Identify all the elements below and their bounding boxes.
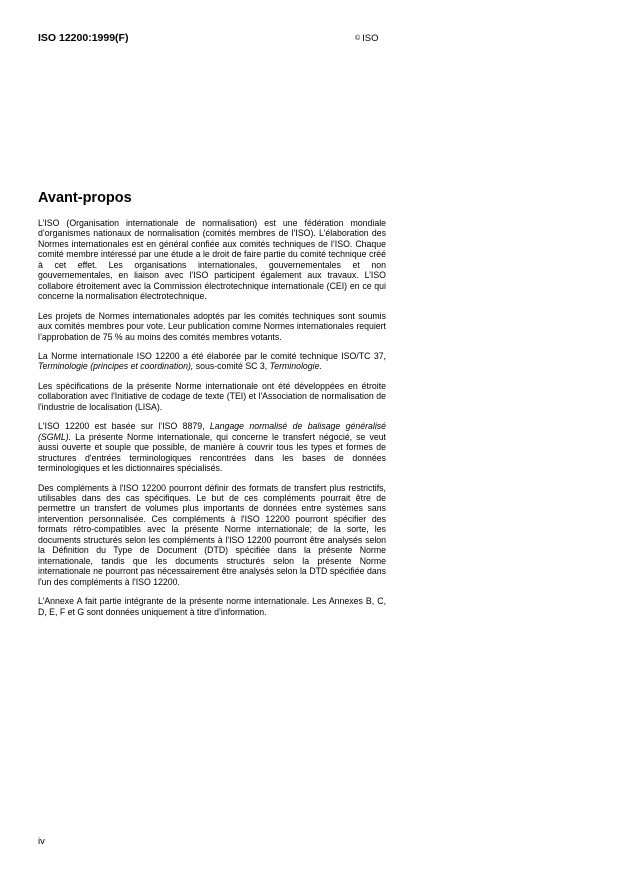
paragraph-sgml: L'ISO 12200 est basée sur l’ISO 8879, Langage normalisé de balisage généralisé (SGML). La présente Norme internationale, qui concerne le transfert négocié, se veut aussi ouverte et souple que possible, de manière à couvrir tous les types et formes de structures d'entrées terminologiques rencontrées dans les bases de données terminologiques et les dictionnaires spécialisés.	[38, 421, 387, 474]
paragraph-annexes: L’Annexe A fait partie intégrante de la présente norme internationale. Les Annexes B, C, D, E, F et G sont données uniquement à titre d’information.	[38, 596, 386, 617]
paragraph-iso-intro: L’ISO (Organisation internationale de normalisation) est une fédération mondiale d’organismes nationaux de normalisation (comités membres de l’ISO). L’élaboration des Normes internationales est en général confiée aux comités techniques de l’ISO. Chaque comité membre intéressé par une étude a le droit de faire partie du comité technique créé à cet effet. Les organisations internationales, gouvernementales et non gouvernementales, en liaison avec l’ISO participent également aux travaux. L’ISO collabore étroitement avec la Commission électrotechnique internationale (CEI) en ce qui concerne la normalisation électrotechnique.	[38, 218, 386, 302]
paragraph-complements: Des compléments à l'ISO 12200 pourront définir des formats de transfert plus restrictifs, utilisables dans des cas spécifiques. Le but de ces compléments pourrait être de permettre un transfert de volumes plus importants de données entre systèmes sans intervention personnalisée. Ces compléments à l'ISO 12200 pourront spécifier des formats rétro-compatibles avec la présente Norme internationale; de la sorte, les documents structurés selon les compléments à l'ISO 12200 pourront être analysés selon la Définition du Type de Document (DTD) spécifiée dans la présente Norme internationale, tandis que les documents structurés selon la présente Norme internationale ne pourront pas nécessairement être analysés selon la DTD spécifiée dans l'un des compléments à l'ISO 12200.	[38, 482, 386, 587]
paragraph-voting: Les projets de Normes internationales adoptés par les comités techniques sont soumis aux comités membres pour vote. Leur publication comme Normes internationales requiert l’approbation de 75 % au moins des comités membres votants.	[38, 310, 386, 342]
paragraph-collaboration: Les spécifications de la présente Norme internationale ont été développées en étroite collaboration avec l'Initiative de codage de texte (TEI) et l'Association de normalisation de l'industrie de localisation (LISA).	[38, 380, 386, 412]
page-number: iv	[38, 836, 45, 847]
copyright-notice	[355, 33, 379, 44]
page-title: Avant-propos	[38, 190, 132, 206]
copyright-owner: ISO	[362, 33, 379, 44]
paragraph-committee: La Norme internationale ISO 12200 a été élaborée par le comité technique ISO/TC 37, Terminologie (principes et coordination), sous-comité SC 3, Terminologie.	[38, 350, 386, 372]
foreword-body	[38, 218, 386, 626]
standard-id: ISO 12200:1999(F)	[38, 32, 129, 44]
copyright-icon: ©	[355, 35, 361, 42]
